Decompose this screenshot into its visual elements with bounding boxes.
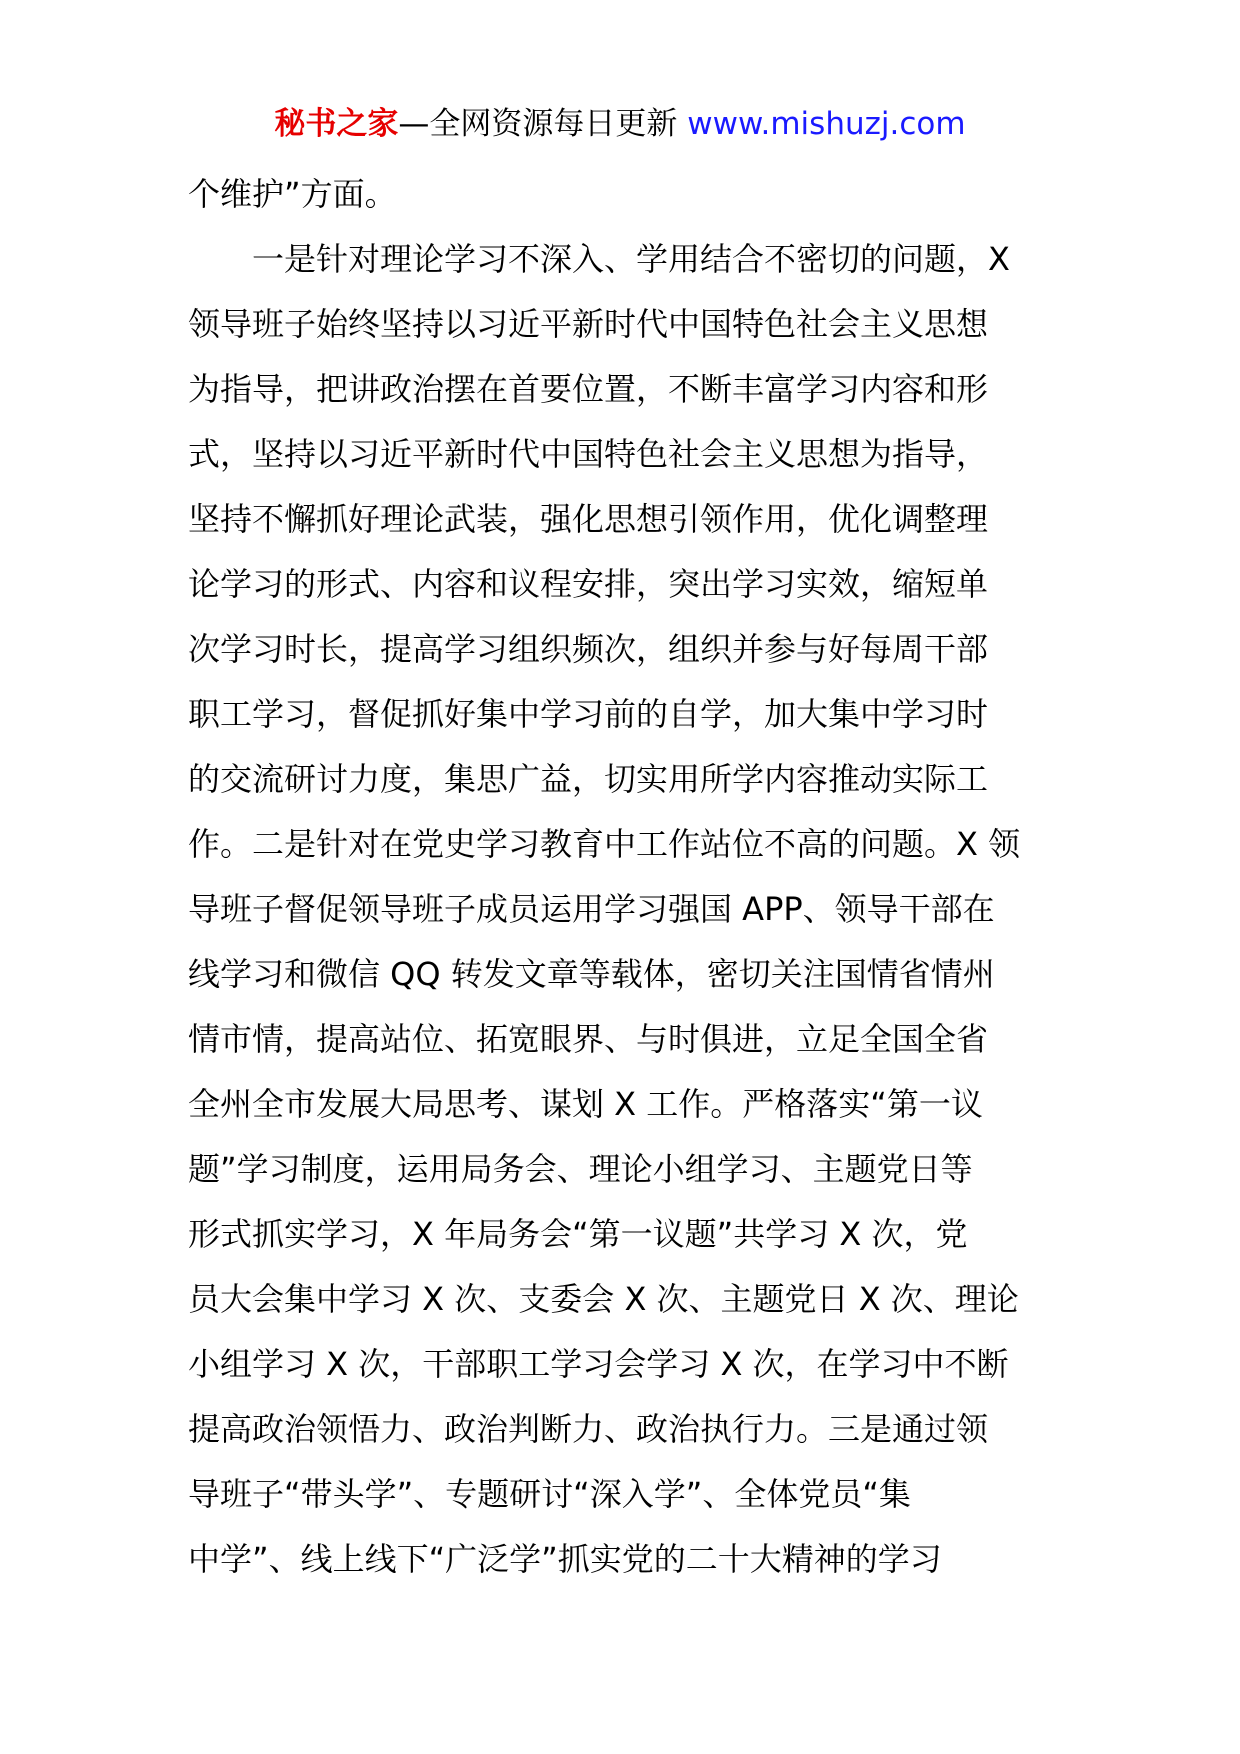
text-line: 员大会集中学习 X 次、支委会 X 次、主题党日 X 次、理论: [188, 1280, 1019, 1318]
text-line: 情市情，提高站位、拓宽眼界、与时俱进，立足全国全省: [188, 1020, 989, 1058]
paragraph-start-line: 一是针对理论学习不深入、学用结合不密切的问题，X: [252, 240, 1010, 278]
text-line: 作。二是针对在党史学习教育中工作站位不高的问题。X 领: [188, 825, 1021, 863]
text-line: 次学习时长，提高学习组织频次，组织并参与好每周干部: [188, 630, 989, 668]
text-line: 线学习和微信 QQ 转发文章等载体，密切关注国情省情州: [188, 955, 995, 993]
text-line: 式，坚持以习近平新时代中国特色社会主义思想为指导，: [188, 435, 989, 473]
header-slogan: —全网资源每日更新: [398, 106, 688, 142]
text-line: 全州全市发展大局思考、谋划 X 工作。严格落实“第一议: [188, 1085, 983, 1123]
website-link[interactable]: www.mishuzj.com: [687, 106, 966, 142]
page-header: [0, 98, 1240, 150]
text-line: 论学习的形式、内容和议程安排，突出学习实效，缩短单: [188, 565, 989, 603]
text-line: 为指导，把讲政治摆在首要位置，不断丰富学习内容和形: [188, 370, 989, 408]
brand-name: 秘书之家: [274, 106, 399, 142]
text-line: 提高政治领悟力、政治判断力、政治执行力。三是通过领: [188, 1410, 989, 1448]
text-line: 领导班子始终坚持以习近平新时代中国特色社会主义思想: [188, 305, 989, 343]
text-line: 导班子督促领导班子成员运用学习强国 APP、领导干部在: [188, 890, 995, 928]
text-line: 导班子“带头学”、专题研讨“深入学”、全体党员“集: [188, 1475, 911, 1513]
text-line: 的交流研讨力度，集思广益，切实用所学内容推动实际工: [188, 760, 989, 798]
text-line: 小组学习 X 次，干部职工学习会学习 X 次，在学习中不断: [188, 1345, 1009, 1383]
document-body: [188, 162, 1058, 1592]
text-line: 题”学习制度，运用局务会、理论小组学习、主题党日等: [188, 1150, 973, 1188]
text-line: 个维护”方面。: [188, 175, 397, 213]
text-line: 职工学习，督促抓好集中学习前的自学，加大集中学习时: [188, 695, 989, 733]
text-line: 坚持不懈抓好理论武装，强化思想引领作用，优化调整理: [188, 500, 989, 538]
text-line: 中学”、线上线下“广泛学”抓实党的二十大精神的学习: [188, 1540, 942, 1578]
text-line: 形式抓实学习，X 年局务会“第一议题”共学习 X 次，党: [188, 1215, 968, 1253]
